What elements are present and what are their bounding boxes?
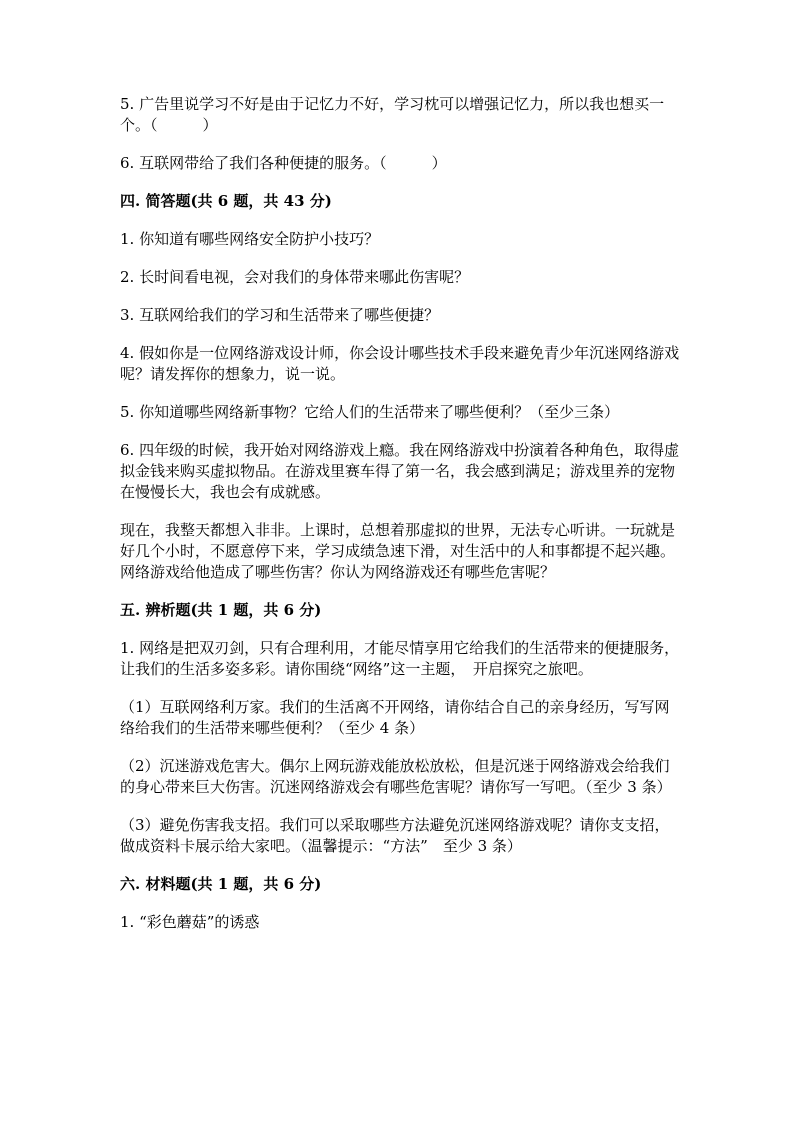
short-answer-question-1: 1. 你知道有哪些网络安全防护小技巧？	[120, 230, 380, 248]
short-answer-question-3: 3. 互联网给我们的学习和生活带来了哪些便捷？	[120, 306, 440, 324]
short-answer-question-2: 2. 长时间看电视，会对我们的身体带来哪此伤害呢？	[120, 268, 470, 286]
short-answer-question-6-continued: 现在，我整天都想入非非。上课时，总想着那虚拟的世界，无法专心听讲。一玩就是好几个小时，不愿意停下来，学习成绩急速下滑，对生活中的人和事都提不起兴趣。网络游戏给他造成了哪些伤害？你认为网络游戏还有哪些危害呢？	[120, 521, 676, 581]
analysis-subquestion-3: （3）避免伤害我支招。我们可以采取哪些方法避免沉迷网络游戏呢？请你支支招，做成资料卡展示给大家吧。（温馨提示：“方法” 至少 3 条）	[120, 816, 670, 855]
short-answer-question-5: 5. 你知道哪些网络新事物？它给人们的生活带来了哪些便利？（至少三条）	[120, 403, 620, 421]
judge-question-6: 6. 互联网带给了我们各种便捷的服务。（ ）	[120, 154, 447, 172]
analysis-subquestion-1: （1）互联网络利万家。我们的生活离不开网络，请你结合自己的亲身经历，写写网络给我们的生活带来哪些便利？（至少 4 条）	[120, 698, 670, 737]
judge-question-5: 5. 广告里说学习不好是由于记忆力不好，学习枕可以增强记忆力，所以我也想买一个。（ ）	[120, 95, 665, 134]
worksheet-page	[120, 94, 680, 950]
section-heading-short-answer: 四. 简答题(共 6 题，共 43 分)	[120, 192, 332, 210]
material-question-1: 1. “彩色蘑菇”的诱惑	[120, 913, 260, 931]
short-answer-question-6: 6. 四年级的时候，我开始对网络游戏上瘾。我在网络游戏中扮演着各种角色，取得虚拟金钱来购买虚拟物品。在游戏里赛车得了第一名，我会感到满足；游戏里养的宠物在慢慢长大，我也会有成就感。	[120, 441, 680, 501]
section-heading-material: 六. 材料题(共 1 题，共 6 分)	[120, 875, 322, 893]
section-heading-analysis: 五. 辨析题(共 1 题，共 6 分)	[120, 601, 322, 619]
short-answer-question-4: 4. 假如你是一位网络游戏设计师，你会设计哪些技术手段来避免青少年沉迷网络游戏呢？请发挥你的想象力，说一说。	[120, 344, 680, 383]
analysis-subquestion-2: （2）沉迷游戏危害大。偶尔上网玩游戏能放松放松，但是沉迷于网络游戏会给我们的身心带来巨大伤害。沉迷网络游戏会有哪些危害呢？请你写一写吧。（至少 3 条）	[120, 757, 672, 796]
analysis-question-1: 1. 网络是把双刃剑，只有合理利用，才能尽情享用它给我们的生活带来的便捷服务，让我们的生活多姿多彩。请你围绕“网络”这一主题， 开启探究之旅吧。	[120, 639, 680, 678]
